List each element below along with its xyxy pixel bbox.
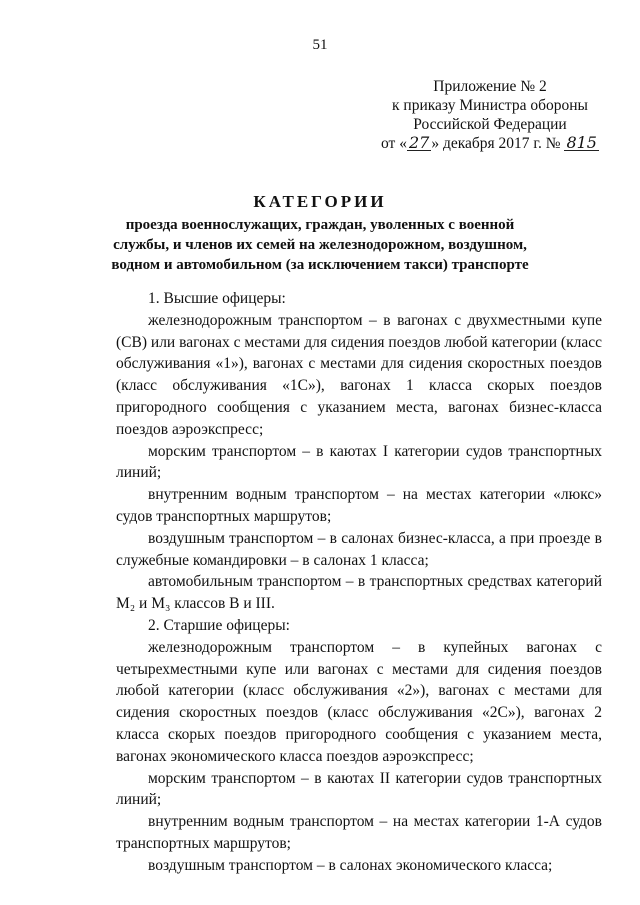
paragraph-rail: железнодорожным транспортом – в вагонах с двухместными купе (СВ) или вагонах с местами для сидения поездов любой категории (класс обслуживания «1»), вагонах с местами для сидения скоростных поездов (класс обслуживания «1С»), вагонах 1 класса скорых поездов пригородного сообщения с указанием места, вагонах бизнес-класса поездов аэроэкспресс; (116, 311, 602, 438)
annex-header (360, 77, 620, 153)
date-prefix: от « (381, 135, 407, 152)
paragraph-air: воздушным транспортом – в салонах бизнес-класса, а при проезде в служебные командировки – в салонах 1 класса; (116, 529, 602, 569)
date-middle: » декабря 2017 г. № (431, 135, 561, 152)
annex-country: Российской Федерации (413, 116, 567, 133)
paragraph-auto: автомобильным транспортом – в транспортных средствах категорий M₂ и M₃ классов В и III. (116, 573, 602, 613)
section-heading: 1. Высшие офицеры: (148, 290, 286, 307)
paragraph-inland: внутренним водным транспортом – на местах категории 1-А судов транспортных маршрутов; (116, 813, 602, 852)
paragraph-rail: железнодорожным транспортом – в купейных вагонах с четырехместными купе или вагонах с местами для сидения поездов любой категории (класс обслуживания «2»), вагонах с местами для сидения скоростных поездов (класс обслуживания «2С»), вагонах 2 класса скорых поездов пригородного сообщения с указанием места, вагонах экономического класса поездов аэроэкспресс; (116, 638, 602, 765)
section-heading: 2. Старшие офицеры: (148, 616, 290, 634)
annex-order-ref: к приказу Министра обороны (392, 97, 588, 114)
paragraph-air: воздушным транспортом – в салонах экономического класса; (148, 856, 553, 874)
annex-date-line (360, 134, 620, 153)
handwritten-day: 27 (408, 133, 430, 152)
handwritten-order-number: 815 (566, 133, 597, 152)
document-subtitle: проезда военнослужащих, граждан, уволенных с военной службы, и членов их семей на железнодорожном, воздушном, водном и автомобильном (за исключением такси) транспорте (111, 217, 529, 273)
document-title: КАТЕГОРИИ (253, 192, 387, 211)
paragraph-inland: внутренним водным транспортом – на местах категории «люкс» судов транспортных маршрутов; (116, 486, 602, 525)
annex-number: Приложение № 2 (433, 78, 547, 95)
paragraph-sea: морским транспортом – в каютах I категории судов транспортных линий; (116, 442, 602, 482)
paragraph-sea: морским транспортом – в каютах II категории судов транспортных линий; (116, 769, 602, 809)
page-number: 51 (312, 37, 328, 53)
document-body (116, 288, 602, 877)
